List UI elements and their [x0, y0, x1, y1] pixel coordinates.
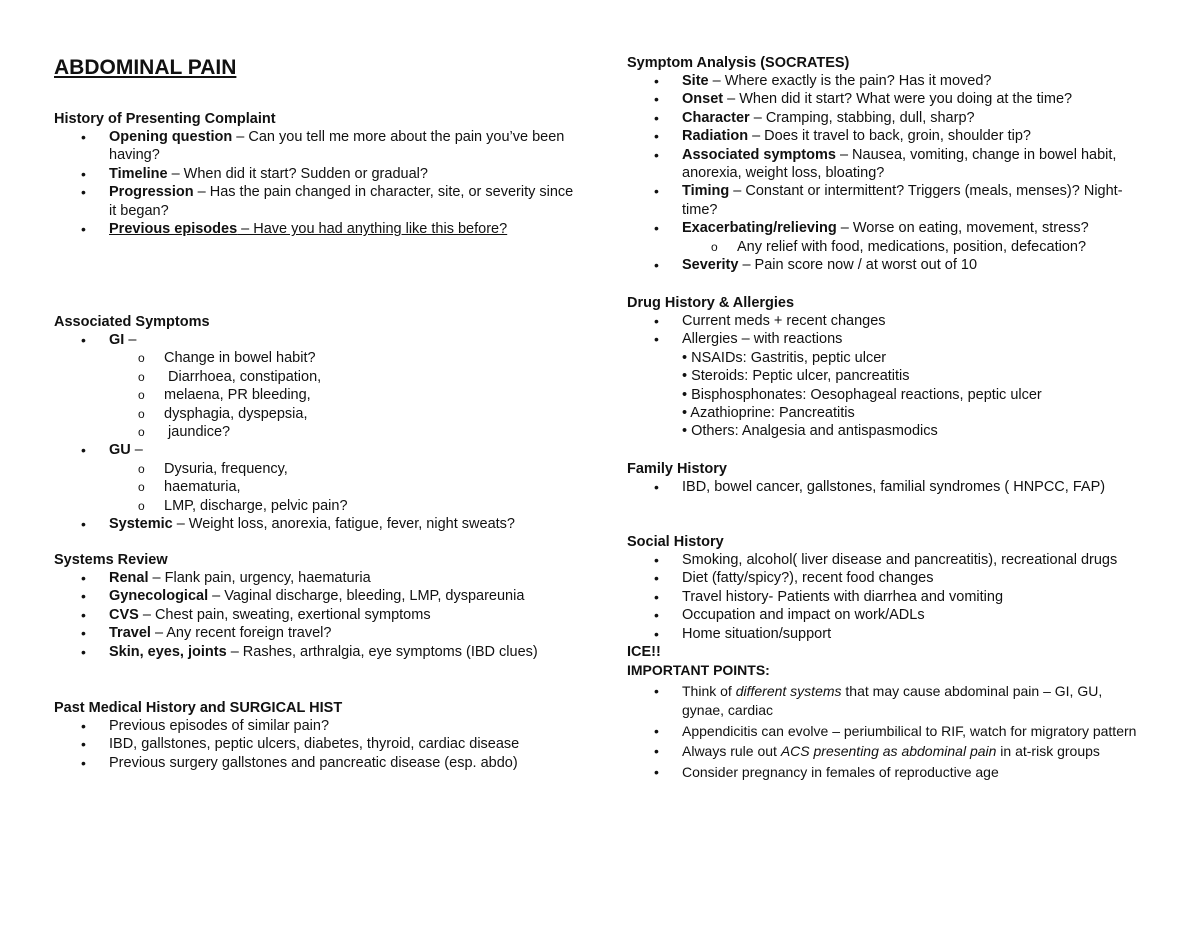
page-title: ABDOMINAL PAIN: [54, 56, 237, 79]
list-item: • Radiation – Does it travel to back, groin, shoulder tip?: [627, 127, 1147, 145]
list-item: • Appendicitis can evolve – periumbilical to RIF, watch for migratory pattern: [627, 722, 1147, 741]
list-item: • Associated symptoms – Nausea, vomiting, change in bowel habit, anorexia, weight loss, bloating?: [627, 146, 1147, 183]
list-item: • Previous episodes of similar pain?: [54, 717, 584, 735]
list-item: • CVS – Chest pain, sweating, exertional symptoms: [54, 606, 584, 624]
list-item: • Timing – Constant or intermittent? Triggers (meals, menses)? Night-time?: [627, 182, 1147, 219]
hpc-list: [54, 128, 584, 238]
sub-list-item: o Change in bowel habit?: [54, 349, 584, 367]
pmh-section: [54, 699, 584, 772]
list-item: • Travel – Any recent foreign travel?: [54, 624, 584, 642]
family-list: [627, 478, 1147, 496]
list-item: • Opening question – Can you tell me more about the pain you’ve been having?: [54, 128, 584, 165]
list-item: • Allergies – with reactions: [627, 330, 1147, 348]
list-item: • Renal – Flank pain, urgency, haematuria: [54, 569, 584, 587]
systems-heading: Systems Review: [54, 552, 168, 568]
list-item: • Think of different systems that may cause abdominal pain – GI, GU, gynae, cardiac: [627, 682, 1147, 720]
list-item: • Timeline – When did it start? Sudden or gradual?: [54, 165, 584, 183]
reaction-item: • Bisphosphonates: Oesophageal reactions, peptic ulcer: [682, 386, 1042, 403]
sub-list-item: o Any relief with food, medications, position, defecation?: [627, 238, 1147, 256]
social-heading: Social History: [627, 534, 724, 550]
sub-list-item: o haematuria,: [54, 478, 584, 496]
drug-list: [627, 312, 1147, 441]
list-item: • IBD, bowel cancer, gallstones, familial syndromes ( HNPCC, FAP): [627, 478, 1147, 496]
list-item: • Skin, eyes, joints – Rashes, arthralgia, eye symptoms (IBD clues): [54, 643, 584, 661]
list-item: • Diet (fatty/spicy?), recent food changes: [627, 569, 1147, 587]
drug-heading: Drug History & Allergies: [627, 295, 795, 311]
list-item: • GI –: [54, 331, 584, 349]
list-item: • Site – Where exactly is the pain? Has it moved?: [627, 72, 1147, 90]
important-list: [627, 682, 1147, 782]
list-item: • Previous surgery gallstones and pancreatic disease (esp. abdo): [54, 754, 584, 772]
family-heading: Family History: [627, 461, 727, 477]
list-item: • GU –: [54, 441, 584, 459]
list-item: • IBD, gallstones, peptic ulcers, diabetes, thyroid, cardiac disease: [54, 735, 584, 753]
hpc-heading: History of Presenting Complaint: [54, 111, 276, 127]
list-item: • Onset – When did it start? What were you doing at the time?: [627, 90, 1147, 108]
social-section: [627, 533, 1147, 783]
systems-section: [54, 551, 584, 661]
sub-list-item: o Diarrhoea, constipation,: [54, 368, 584, 386]
ice-label: ICE!!: [627, 644, 661, 661]
social-list: [627, 551, 1147, 643]
list-item: • Exacerbating/relieving – Worse on eating, movement, stress?: [627, 219, 1147, 237]
list-item: • Home situation/support: [627, 625, 1147, 643]
sub-list-item: o jaundice?: [54, 423, 584, 441]
list-item: • Previous episodes – Have you had anything like this before?: [54, 220, 584, 238]
list-item: • Travel history- Patients with diarrhea and vomiting: [627, 588, 1147, 606]
socrates-list: [627, 72, 1147, 274]
reaction-item: • NSAIDs: Gastritis, peptic ulcer: [682, 349, 887, 366]
reaction-item: • Azathioprine: Pancreatitis: [682, 405, 855, 422]
family-section: [627, 460, 1147, 496]
sub-list-item: o dysphagia, dyspepsia,: [54, 405, 584, 423]
assoc-section: [54, 313, 584, 533]
list-item: • Progression – Has the pain changed in character, site, or severity since it began?: [54, 183, 584, 220]
systems-list: [54, 569, 584, 661]
important-heading: IMPORTANT POINTS:: [627, 662, 770, 679]
sub-list-item: o LMP, discharge, pelvic pain?: [54, 497, 584, 515]
socrates-heading: Symptom Analysis (SOCRATES): [627, 55, 850, 71]
pmh-list: [54, 717, 584, 772]
sub-list-item: o melaena, PR bleeding,: [54, 386, 584, 404]
assoc-list: [54, 331, 584, 533]
drug-section: [627, 294, 1147, 441]
socrates-section: [627, 54, 1147, 274]
pmh-heading: Past Medical History and SURGICAL HIST: [54, 700, 343, 716]
list-item: • Character – Cramping, stabbing, dull, sharp?: [627, 109, 1147, 127]
list-item: • Systemic – Weight loss, anorexia, fatigue, fever, night sweats?: [54, 515, 584, 533]
assoc-heading: Associated Symptoms: [54, 314, 210, 330]
reaction-item: • Steroids: Peptic ulcer, pancreatitis: [682, 368, 910, 385]
list-item: • Gynecological – Vaginal discharge, bleeding, LMP, dyspareunia: [54, 587, 584, 605]
list-item: • Occupation and impact on work/ADLs: [627, 606, 1147, 624]
list-item: • Consider pregnancy in females of reproductive age: [627, 763, 1147, 782]
list-item: • Severity – Pain score now / at worst out of 10: [627, 256, 1147, 274]
hpc-section: [54, 110, 584, 238]
sub-list-item: o Dysuria, frequency,: [54, 460, 584, 478]
reaction-item: • Others: Analgesia and antispasmodics: [682, 423, 938, 440]
list-item: • Smoking, alcohol( liver disease and pancreatitis), recreational drugs: [627, 551, 1147, 569]
list-item: • Always rule out ACS presenting as abdominal pain in at-risk groups: [627, 742, 1147, 761]
list-item: • Current meds + recent changes: [627, 312, 1147, 330]
